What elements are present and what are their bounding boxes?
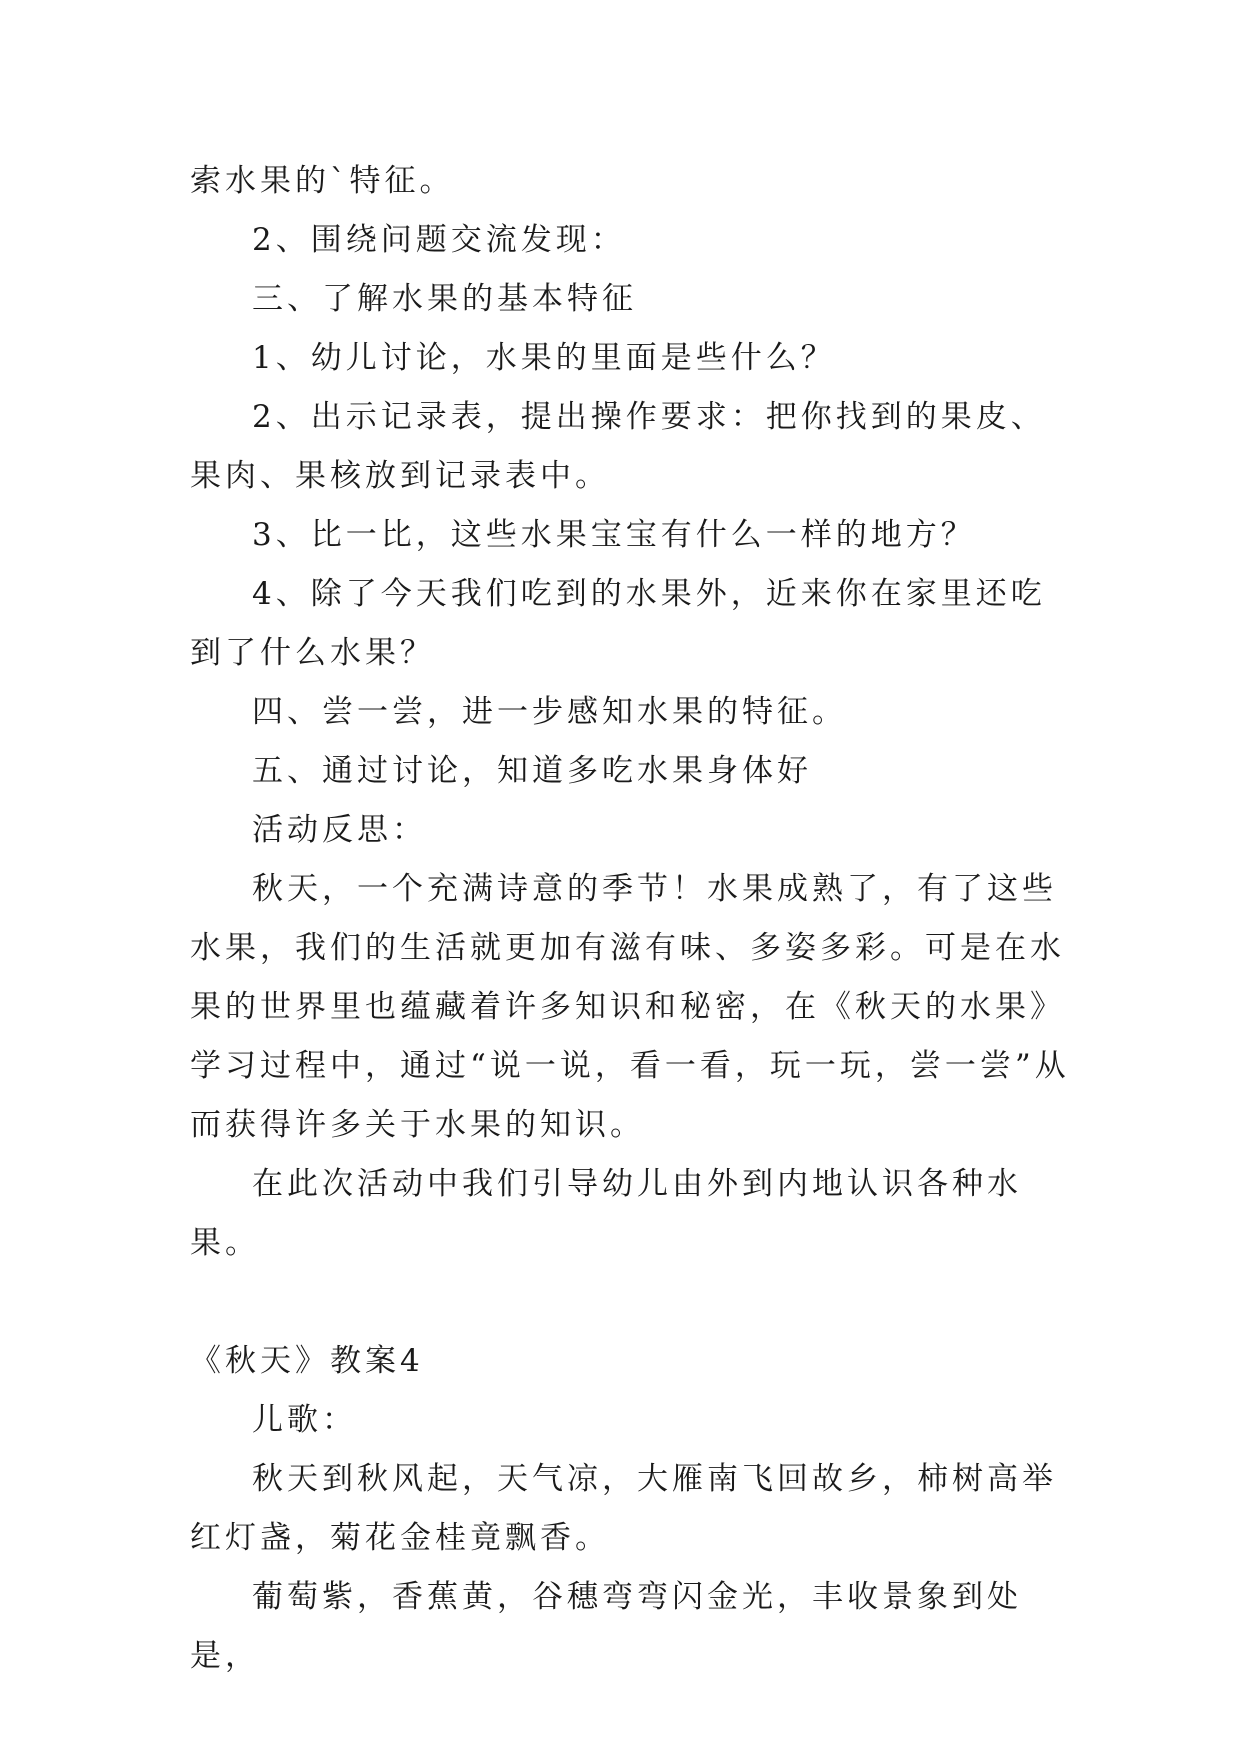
- paragraph: 1、幼儿讨论，水果的里面是些什么？: [252, 340, 836, 376]
- paragraph: 2、出示记录表，提出操作要求：把你找到的果皮、果肉、果核放到记录表中。: [190, 399, 1046, 494]
- paragraph: 2、围绕问题交流发现：: [252, 222, 626, 258]
- paragraph: 四、尝一尝，进一步感知水果的特征。: [252, 694, 847, 730]
- document-body: [190, 152, 1070, 1686]
- paragraph: 儿歌：: [252, 1402, 357, 1438]
- paragraph: 4、除了今天我们吃到的水果外，近来你在家里还吃到了什么水果？: [190, 576, 1046, 671]
- paragraph: 在此次活动中我们引导幼儿由外到内地认识各种水果。: [190, 1166, 1022, 1261]
- section-gap: [190, 1273, 1070, 1332]
- paragraph: 3、比一比，这些水果宝宝有什么一样的地方？: [252, 517, 976, 553]
- section-title: 《秋天》教案4: [190, 1343, 424, 1379]
- paragraph: 秋天到秋风起，天气凉，大雁南飞回故乡，柿树高举红灯盏，菊花金桂竟飘香。: [190, 1461, 1057, 1556]
- paragraph: 活动反思：: [252, 812, 427, 848]
- paragraph: 秋天，一个充满诗意的季节！水果成熟了，有了这些水果，我们的生活就更加有滋有味、多姿多彩。可是在水果的世界里也蕴藏着许多知识和秘密，在《秋天的水果》学习过程中，通过“说一说，看一看，玩一玩，尝一尝”从而获得许多关于水果的知识。: [190, 871, 1070, 1143]
- paragraph: 索水果的`特征。: [190, 163, 455, 199]
- paragraph: 三、了解水果的基本特征: [252, 281, 637, 317]
- paragraph: 葡萄紫，香蕉黄，谷穗弯弯闪金光，丰收景象到处是，: [190, 1579, 1022, 1674]
- paragraph: 五、通过讨论，知道多吃水果身体好: [252, 753, 812, 789]
